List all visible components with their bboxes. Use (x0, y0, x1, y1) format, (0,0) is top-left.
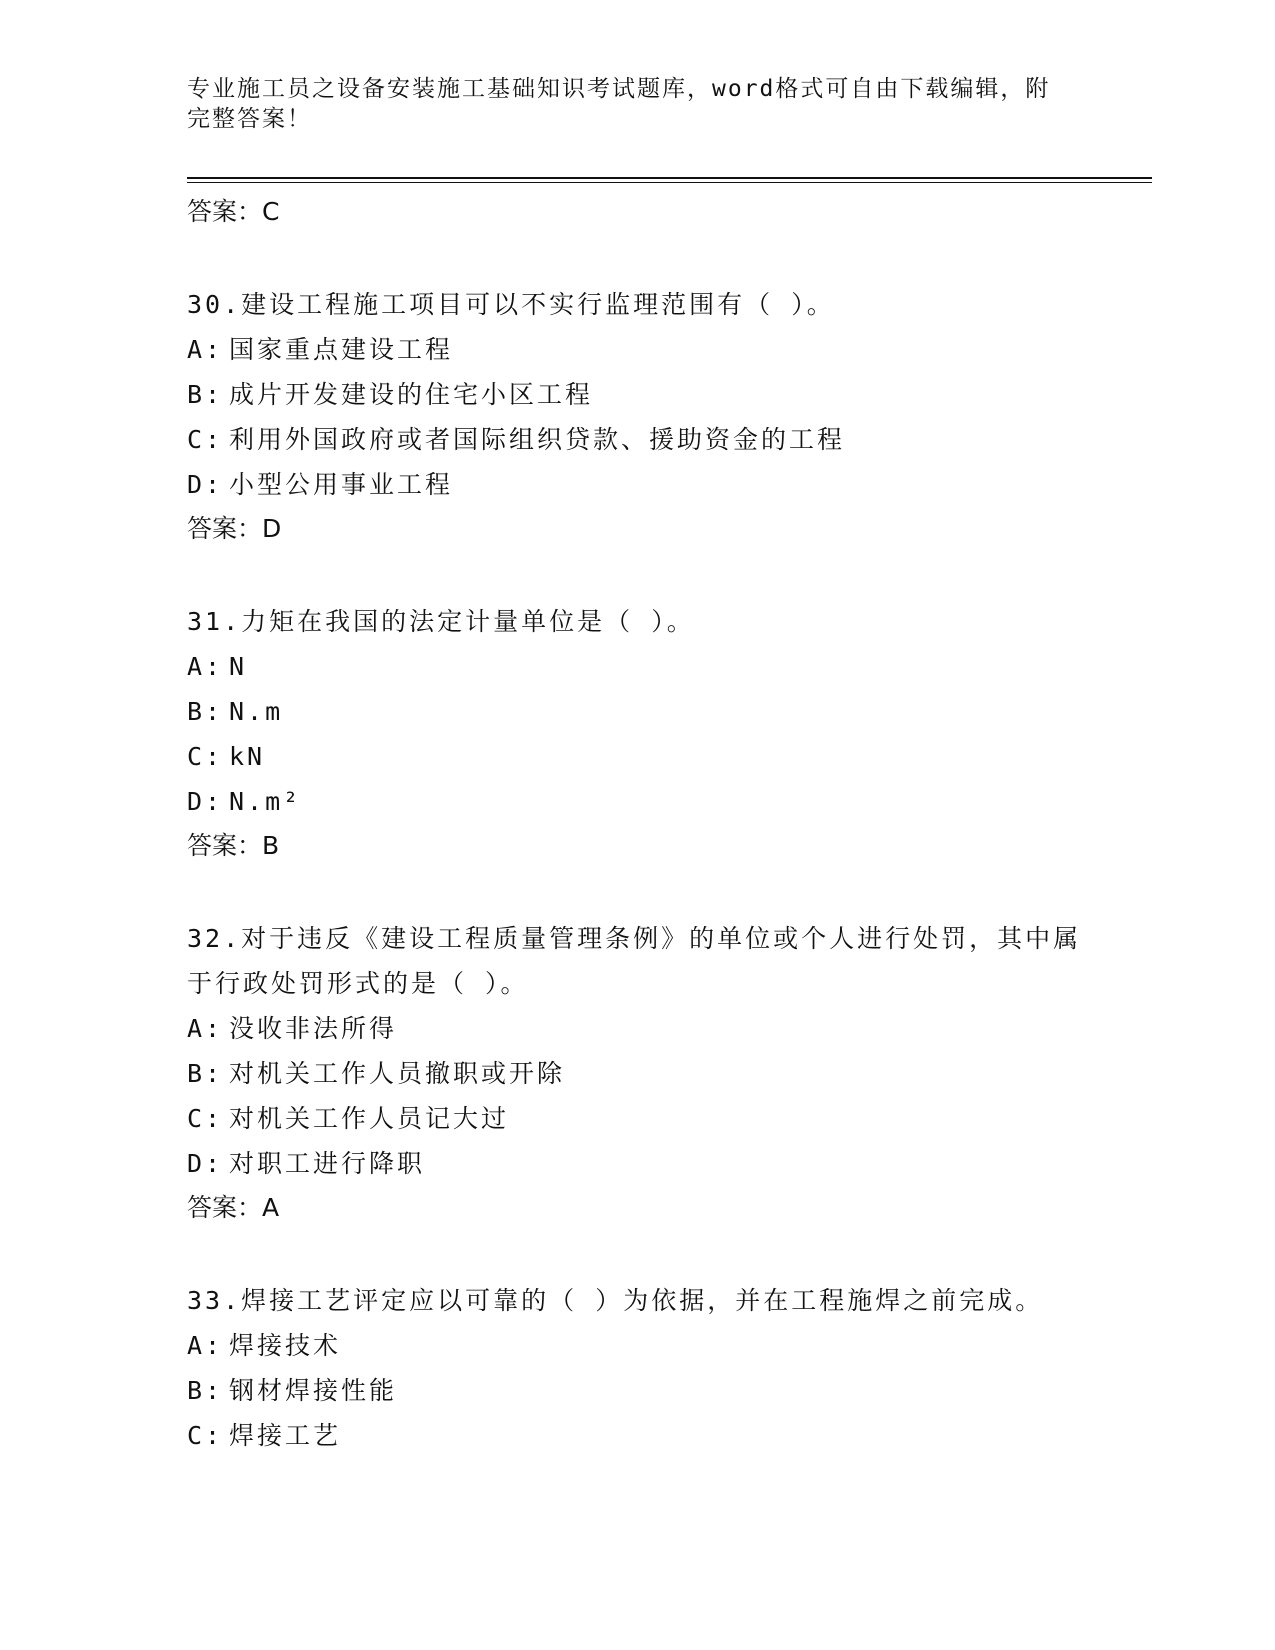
previous-answer: 答案：C (187, 197, 280, 226)
option-text: 焊接技术 (229, 1331, 342, 1360)
option-text: 成片开发建设的住宅小区工程 (229, 380, 594, 409)
option-a (187, 1006, 1087, 1051)
option-letter: D: (187, 787, 224, 816)
option-b (187, 689, 1087, 734)
option-text: 国家重点建设工程 (229, 335, 454, 364)
option-text: 对机关工作人员记大过 (229, 1104, 510, 1133)
option-c (187, 1413, 1087, 1458)
option-c (187, 734, 1087, 779)
option-text: 利用外国政府或者国际组织贷款、援助资金的工程 (229, 425, 846, 454)
option-b (187, 372, 1087, 417)
option-d (187, 462, 1087, 507)
option-a (187, 644, 1087, 689)
option-text: 对职工进行降职 (229, 1149, 426, 1178)
question-stem: 32.对于违反《建设工程质量管理条例》的单位或个人进行处罚，其中属于行政处罚形式的是（ ）。 (187, 924, 1082, 998)
answer-line: 答案：A (187, 1193, 280, 1222)
option-letter: B: (187, 1376, 224, 1405)
option-letter: D: (187, 470, 224, 499)
answer-line: 答案：D (187, 514, 282, 543)
option-letter: A: (187, 1014, 224, 1043)
option-letter: C: (187, 425, 224, 454)
option-text: 钢材焊接性能 (229, 1376, 398, 1405)
option-text: 对机关工作人员撤职或开除 (229, 1059, 566, 1088)
option-letter: A: (187, 1331, 224, 1360)
option-text: N.m² (229, 787, 302, 816)
option-text: 焊接工艺 (229, 1421, 342, 1450)
option-letter: D: (187, 1149, 224, 1178)
option-d (187, 779, 1087, 824)
option-letter: C: (187, 1421, 224, 1450)
option-b (187, 1368, 1087, 1413)
option-c (187, 417, 1087, 462)
option-d (187, 1141, 1087, 1186)
option-text: kN (229, 742, 266, 771)
option-text: 没收非法所得 (229, 1014, 398, 1043)
option-letter: C: (187, 742, 224, 771)
question-stem: 33.焊接工艺评定应以可靠的（ ）为依据，并在工程施焊之前完成。 (187, 1286, 1044, 1315)
option-letter: B: (187, 380, 224, 409)
option-a (187, 1323, 1087, 1368)
option-a (187, 327, 1087, 372)
option-text: 小型公用事业工程 (229, 470, 454, 499)
question-stem: 31.力矩在我国的法定计量单位是（ ）。 (187, 607, 695, 636)
option-b (187, 1051, 1087, 1096)
option-text: N.m (229, 697, 284, 726)
option-letter: B: (187, 697, 224, 726)
option-letter: A: (187, 652, 224, 681)
option-letter: A: (187, 335, 224, 364)
answer-line: 答案：B (187, 831, 280, 860)
document-header: 专业施工员之设备安装施工基础知识考试题库，word格式可自由下载编辑，附完整答案！ (187, 76, 1051, 132)
header-divider-thin (187, 182, 1152, 183)
option-c (187, 1096, 1087, 1141)
option-letter: B: (187, 1059, 224, 1088)
option-letter: C: (187, 1104, 224, 1133)
option-text: N (229, 652, 248, 681)
header-divider-thick (187, 177, 1152, 179)
question-list (187, 190, 1087, 1458)
question-stem: 30.建设工程施工项目可以不实行监理范围有（ ）。 (187, 290, 835, 319)
